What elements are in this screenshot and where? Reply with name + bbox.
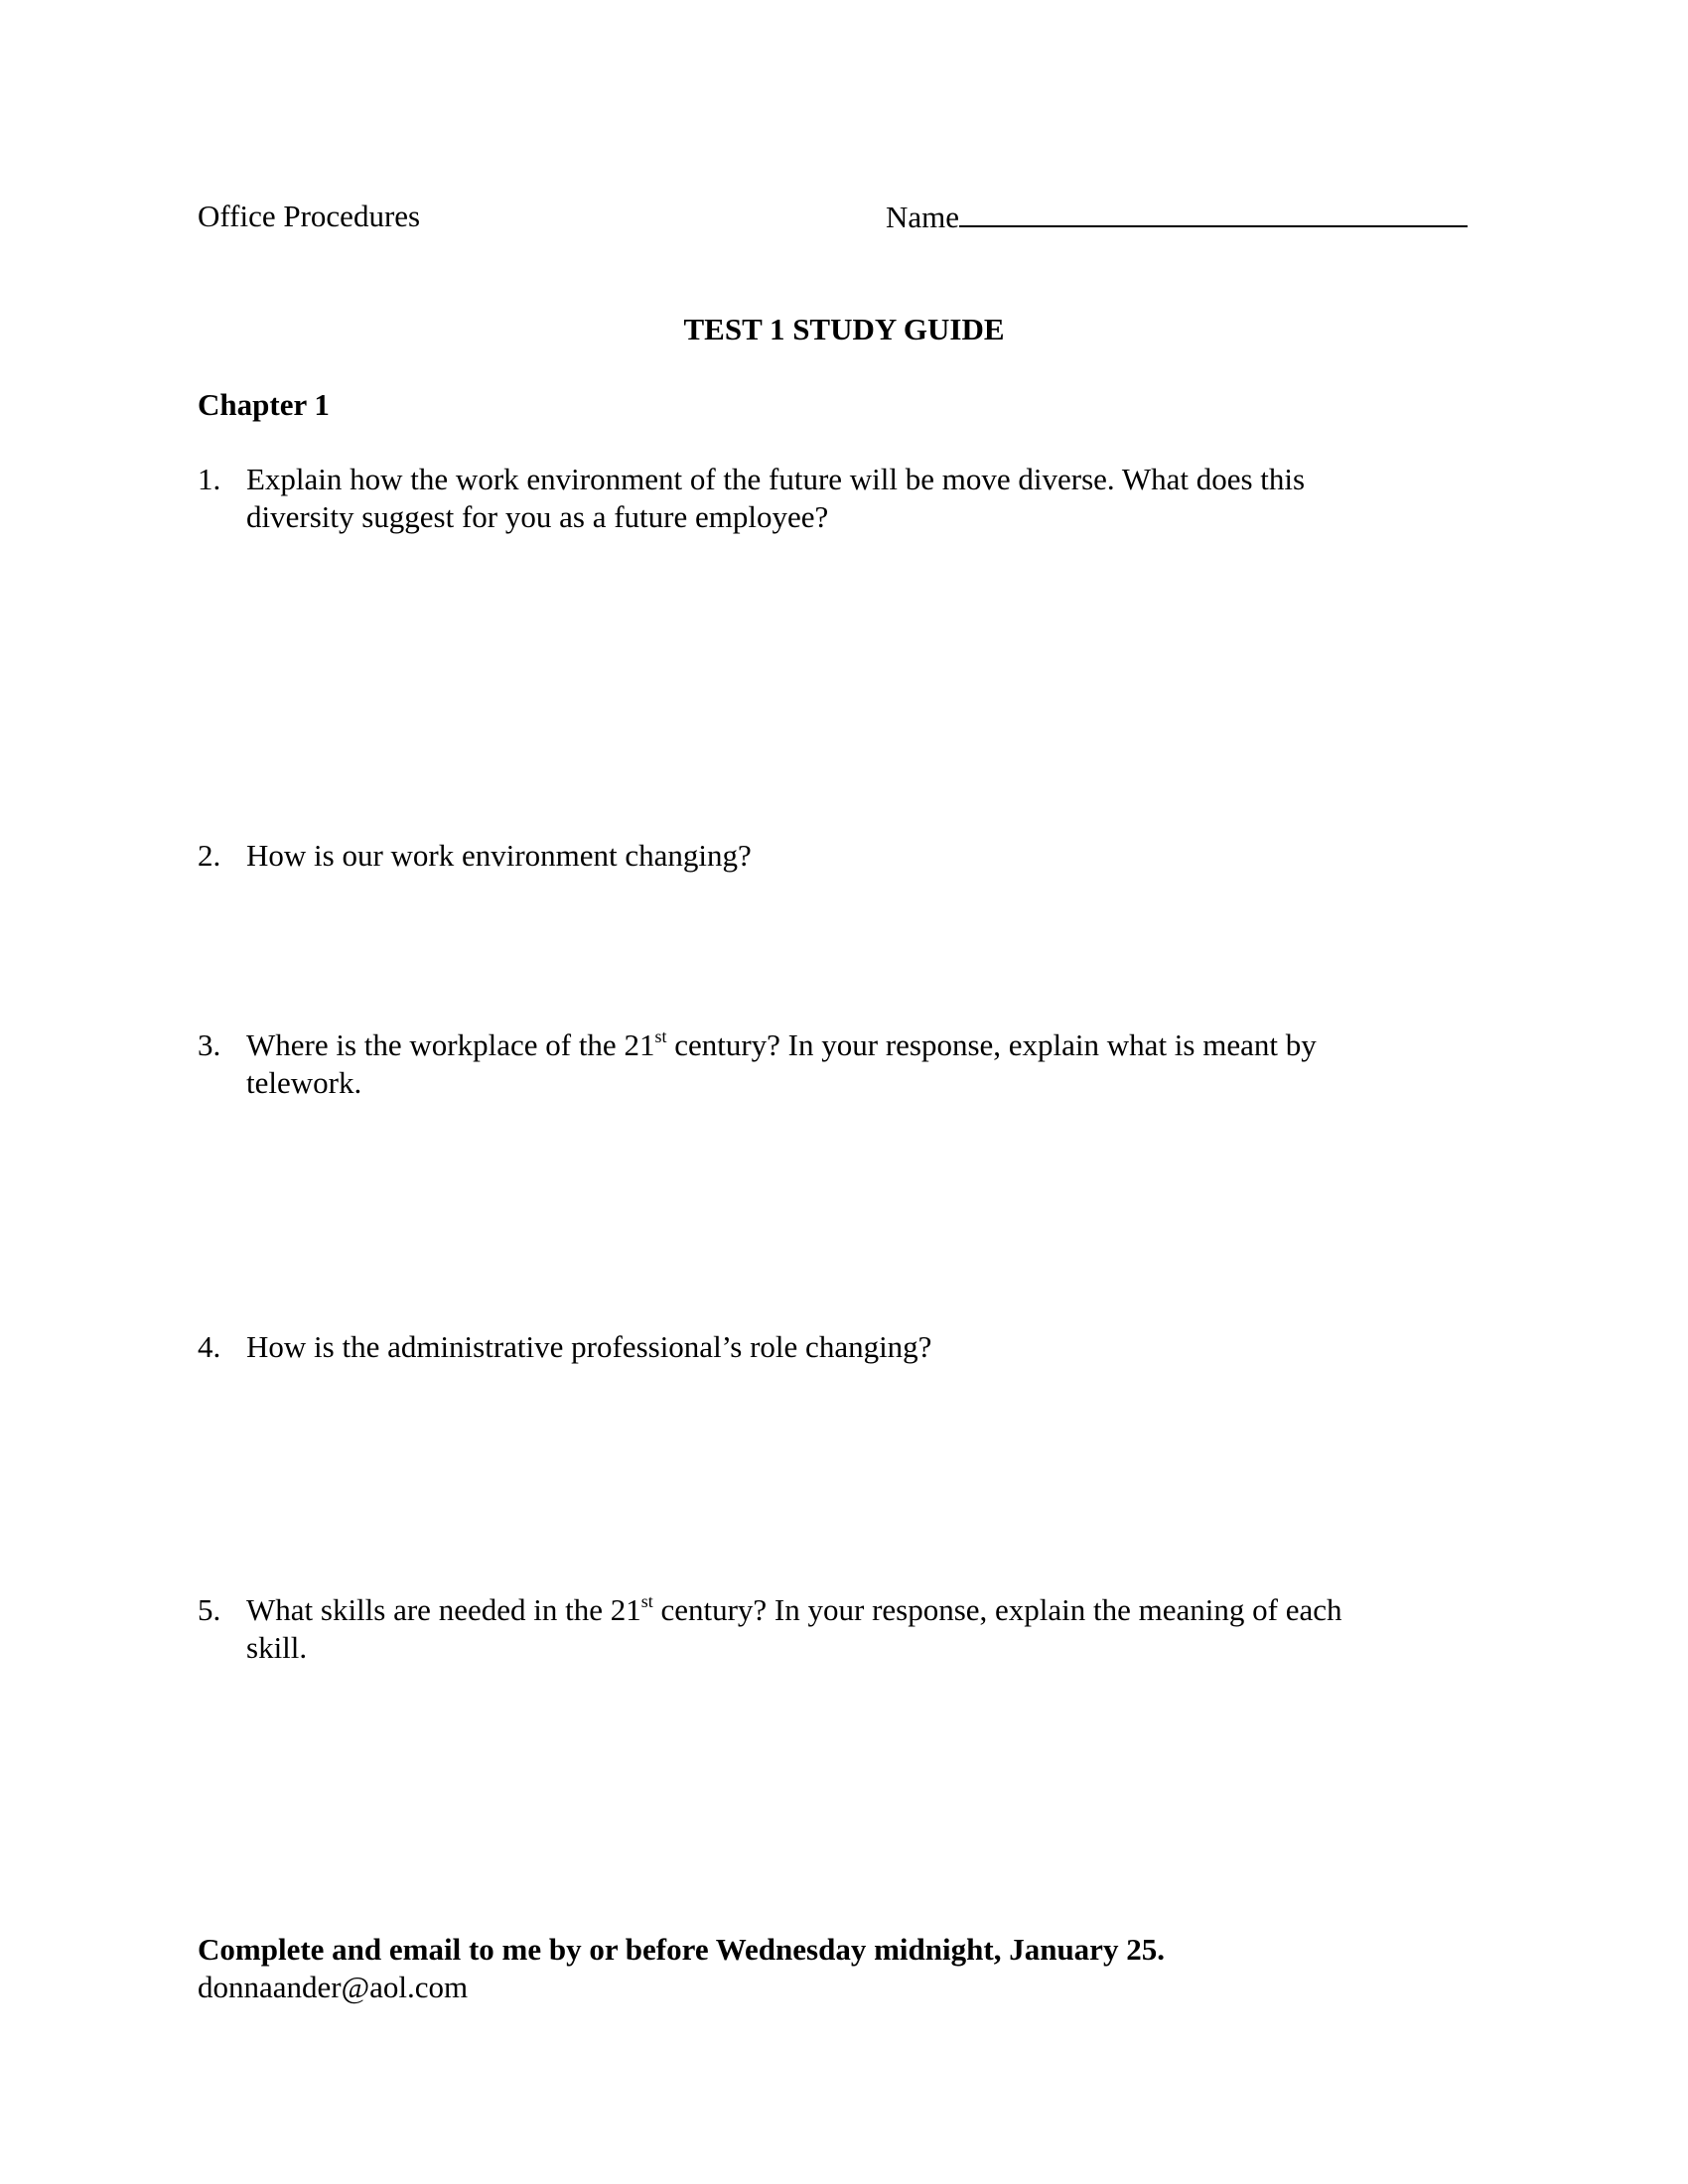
name-field bbox=[886, 198, 1468, 236]
question-text-line bbox=[246, 1026, 1487, 1064]
question-text-line: skill. bbox=[246, 1630, 308, 1665]
question-text-line bbox=[246, 1591, 1487, 1629]
course-name: Office Procedures bbox=[198, 199, 421, 233]
question-number: 1. bbox=[198, 462, 221, 496]
question-text-line: How is our work environment changing? bbox=[246, 838, 752, 873]
question-text-line: telework. bbox=[246, 1065, 362, 1100]
question-text-line: diversity suggest for you as a future employee? bbox=[246, 499, 829, 534]
question-number: 4. bbox=[198, 1329, 221, 1364]
name-blank-line[interactable] bbox=[959, 198, 1468, 227]
contact-email[interactable]: donnaander@aol.com bbox=[198, 1970, 469, 2004]
ordinal-superscript: st bbox=[654, 1026, 667, 1046]
question-text-fragment: What skills are needed in the 21 bbox=[246, 1592, 641, 1627]
question-text-fragment: century? In your response, explain the meaning of each bbox=[652, 1592, 1342, 1627]
question-text-fragment: Where is the workplace of the 21 bbox=[246, 1027, 655, 1062]
section-heading: Chapter 1 bbox=[198, 387, 330, 422]
question-text-fragment: century? In your response, explain what is meant by bbox=[666, 1027, 1317, 1062]
ordinal-superscript: st bbox=[640, 1591, 653, 1611]
question-number: 5. bbox=[198, 1592, 221, 1627]
name-label: Name bbox=[886, 200, 960, 234]
question-number: 2. bbox=[198, 838, 221, 873]
page-title-text: TEST 1 STUDY GUIDE bbox=[683, 312, 1005, 346]
question-number: 3. bbox=[198, 1027, 221, 1062]
question-text-line: How is the administrative professional’s role changing? bbox=[246, 1329, 932, 1364]
submission-instruction: Complete and email to me by or before Wednesday midnight, January 25. bbox=[198, 1932, 1165, 1967]
page-title bbox=[0, 311, 1688, 348]
question-text-line: Explain how the work environment of the future will be move diverse. What does this bbox=[246, 462, 1306, 496]
